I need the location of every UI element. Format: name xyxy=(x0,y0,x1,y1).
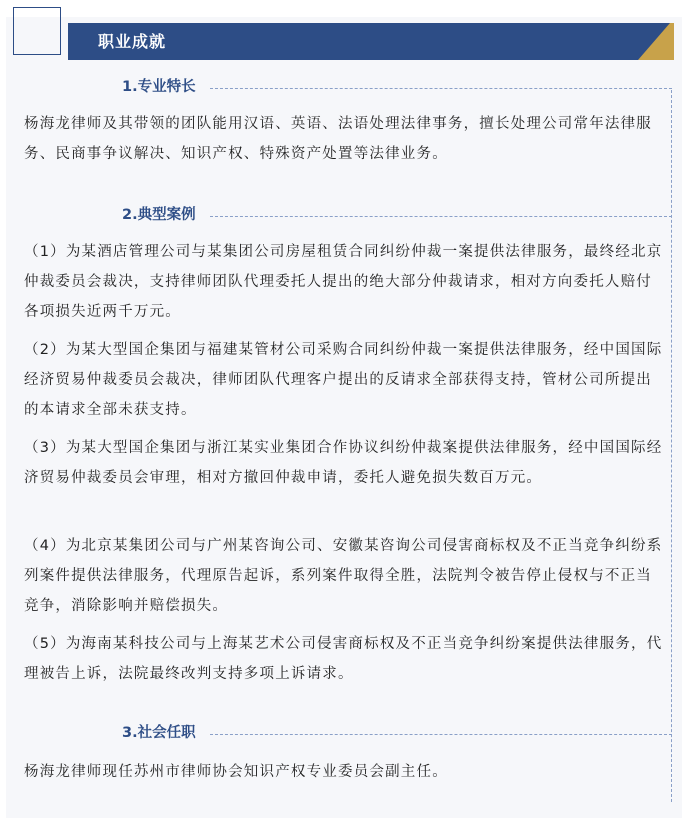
section-heading-cases: 2.典型案例 xyxy=(122,207,196,223)
case-paragraph-1: （1）为某酒店管理公司与某集团公司房屋租赁合同纠纷仲裁一案提供法律服务，最终经北京仲裁委员会裁决，支持律师团队代理委托人提出的绝大部分仲裁请求，相对方向委托人赔付各项损失近两千万元。 xyxy=(24,244,663,320)
case-paragraph-5: （5）为海南某科技公司与上海某艺术公司侵害商标权及不正当竞争纠纷案提供法律服务，代理被告上诉，法院最终改判支持多项上诉请求。 xyxy=(24,636,663,682)
section-dash-social xyxy=(210,734,672,735)
section-heading-social: 3.社会任职 xyxy=(122,725,196,741)
decorative-corner-box xyxy=(13,7,61,55)
page-title: 职业成就 xyxy=(98,32,167,51)
case-paragraph-2: （2）为某大型国企集团与福建某管材公司采购合同纠纷仲裁一案提供法律服务，经中国国际经济贸易仲裁委员会裁决，律师团队代理客户提出的反请求全部获得支持，管材公司所提出的本请求全部未获支持。 xyxy=(24,342,663,418)
right-dashed-rule xyxy=(671,90,672,802)
section-dash-cases xyxy=(210,216,672,217)
paragraph-specialty: 杨海龙律师及其带领的团队能用汉语、英语、法语处理法律事务，擅长处理公司常年法律服务、民商事争议解决、知识产权、特殊资产处置等法律业务。 xyxy=(24,116,652,162)
section-dash-specialty xyxy=(210,88,672,89)
paragraph-social: 杨海龙律师现任苏州市律师协会知识产权专业委员会副主任。 xyxy=(24,764,448,780)
case-paragraph-3: （3）为某大型国企集团与浙江某实业集团合作协议纠纷仲裁案提供法律服务，经中国国际经济贸易仲裁委员会审理，相对方撤回仲裁申请，委托人避免损失数百万元。 xyxy=(24,440,663,486)
case-paragraph-4: （4）为北京某集团公司与广州某咨询公司、安徽某咨询公司侵害商标权及不正当竞争纠纷系列案件提供法律服务，代理原告起诉，系列案件取得全胜，法院判令被告停止侵权与不正当竞争，消除影响并赔偿损失。 xyxy=(24,538,663,614)
section-heading-specialty: 1.专业特长 xyxy=(122,79,196,95)
